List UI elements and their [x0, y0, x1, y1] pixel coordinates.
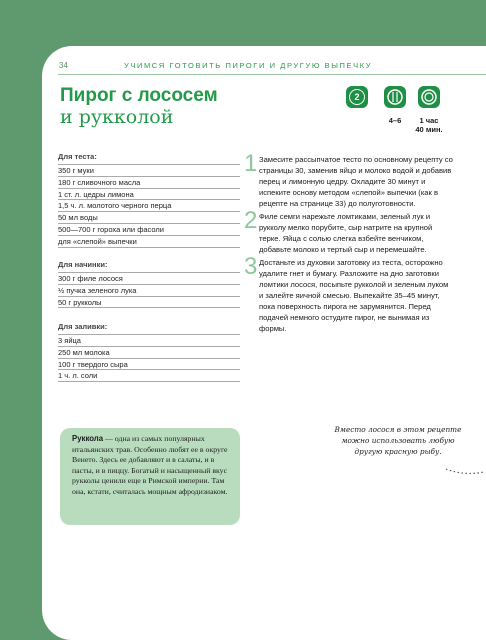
- ingredient-row: 50 г рукколы: [58, 297, 240, 309]
- ingredient-row: 250 мл молока: [58, 347, 240, 359]
- step-text: Замесите рассыпчатое тесто по основному рецепту со страницы 30, заменив яйцо и молоко водой и добавив перец и лимонную цедру. Охладите 30 минут и испеките основу методом «слепой» выпечки (как в рецепте на странице 33) до полуготовности.: [259, 155, 453, 208]
- step-text: Филе семги нарежьте ломтиками, зеленый лук и рукколу мелко порубите, сыр натрите на крупной терке. Яйца с солью слегка взбейте венчиком, добавьте молоко и тертый сыр и перемешайте.: [259, 212, 433, 254]
- step-number: 3: [244, 253, 258, 280]
- ingredient-row: 180 г сливочного масла: [58, 177, 240, 189]
- time-label: 1 час 40 мин.: [415, 116, 443, 134]
- ingredient-row: 1 ст. л. цедры лимона: [58, 189, 240, 201]
- step-2: [244, 207, 454, 255]
- step-1: [244, 150, 454, 209]
- ingredient-row: для «слепой» выпечки: [58, 236, 240, 248]
- ingredient-row: 300 г филе лосося: [58, 273, 240, 285]
- ingredient-row: 350 г муки: [58, 165, 240, 177]
- step-number: 2: [244, 207, 258, 234]
- ingredients-heading: Для теста:: [58, 152, 240, 165]
- info-note: [60, 428, 240, 525]
- page-number: 34: [59, 61, 68, 70]
- clock-icon: [418, 86, 440, 108]
- difficulty-icon: 2: [346, 86, 368, 108]
- ingredient-row: 3 яйца: [58, 335, 240, 347]
- ingredients-topping: [58, 322, 240, 382]
- ingredient-row: 1 ч. л. соли: [58, 370, 240, 382]
- ingredients-filling: [58, 260, 240, 308]
- note-text: — одна из самых популярных итальянских трав. Особенно любят ее в округе Венето. Здесь ее добавляют и в салаты, и в пасты, и в пиццу. Богатый и насыщенный вкус рукколы ценили еще в Римской империи. Там она, кстати, считалась мощным афродизиаком.: [72, 434, 228, 496]
- section-title: УЧИМСЯ ГОТОВИТЬ ПИРОГИ И ДРУГУЮ ВЫПЕЧКУ: [124, 61, 373, 70]
- servings-label: 4–6: [388, 116, 402, 125]
- recipe-title: Пирог с лососем: [60, 85, 218, 106]
- step-number: 1: [244, 150, 258, 177]
- ingredients-dough: [58, 152, 240, 248]
- step-3: [244, 253, 454, 334]
- servings-icon: [384, 86, 406, 108]
- ingredients-heading: Для заливки:: [58, 322, 240, 335]
- ingredient-row: 100 г твердого сыра: [58, 359, 240, 371]
- dotted-arrow-icon: [444, 466, 486, 478]
- page: [42, 46, 486, 640]
- ingredient-row: 50 мл воды: [58, 212, 240, 224]
- ingredients-heading: Для начинки:: [58, 260, 240, 273]
- ingredient-row: 1,5 ч. л. молотого черного перца: [58, 200, 240, 212]
- header-divider: [58, 74, 486, 75]
- steps-list: [244, 150, 454, 336]
- handwritten-note: Вместо лосося в этом рецепте можно использовать любую другую красную рыбу.: [334, 425, 462, 456]
- note-term: Руккола: [72, 434, 104, 443]
- recipe-subtitle: и рукколой: [60, 106, 174, 128]
- step-text: Достаньте из духовки заготовку из теста, осторожно удалите гнет и бумагу. Разложите на дно заготовки ломтики лосося, посыпьте рукколой и зеленым луком и залейте яичной смесью. Выпекайте 35–45 минут, пока поверхность пирога не зарумянится. Перед подачей немного остудите пирог, не вынимая из формы.: [259, 258, 449, 333]
- ingredient-row: ½ пучка зеленого лука: [58, 285, 240, 297]
- ingredient-row: 500—700 г гороха или фасоли: [58, 224, 240, 236]
